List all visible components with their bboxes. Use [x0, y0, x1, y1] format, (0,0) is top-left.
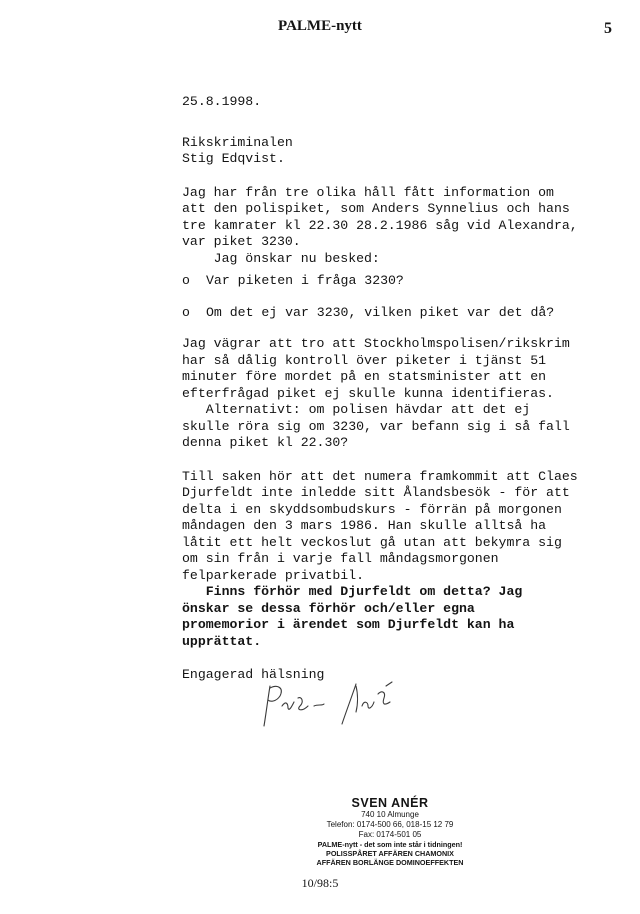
paragraph-line: tre kamrater kl 22.30 28.2.1986 såg vid Alexandra,: [182, 217, 578, 233]
recipient-line: Stig Edqvist.: [182, 151, 285, 166]
paragraph-line: måndagen den 3 mars 1986. Han skulle alltså ha: [182, 518, 547, 533]
page-number: 5: [604, 20, 612, 37]
question-text: Om det ej var 3230, vilken piket var det då?: [206, 305, 555, 320]
bullet-marker: o: [182, 305, 190, 320]
paragraph-line: Djurfeldt inte inledde sitt Ålandsbesök - för att: [182, 485, 570, 500]
sender-fax: Fax: 0174-501 05: [358, 830, 422, 839]
handwritten-signature: [258, 676, 428, 737]
paragraph-line: låtit ett helt veckoslut gå utan att bekymra sig: [182, 534, 562, 550]
closing-line: Engagerad hälsning: [182, 667, 325, 682]
paragraph-line: Till saken hör att det numera framkommit att Claes: [182, 468, 578, 484]
paragraph-line: denna piket kl 22.30?: [182, 435, 349, 450]
paragraph-line: Jag har från tre olika håll fått information om: [182, 184, 554, 200]
recipient-line: Rikskriminalen: [182, 134, 293, 150]
sender-phone: Telefon: 0174-500 66, 018-15 12 79: [326, 820, 454, 829]
paragraph-line: om sin från i varje fall måndagsmorgonen: [182, 551, 499, 566]
paragraph-line: Jag önskar nu besked:: [182, 250, 380, 266]
bullet-marker: o: [182, 273, 190, 288]
bold-request-line: upprättat.: [182, 633, 262, 649]
question-text: Var piketen i fråga 3230?: [206, 273, 404, 288]
paragraph-line: skulle röra sig om 3230, var befann sig i så fall: [182, 418, 570, 434]
sender-block: [300, 796, 480, 867]
paragraph-line: att den polispiket, som Anders Synnelius och hans: [182, 201, 570, 216]
question-item: [182, 273, 404, 290]
paragraph-line: minuter före mordet på en statsminister att en: [182, 369, 547, 384]
paragraph-line: har så dålig kontroll över piketer i tjänst 51: [182, 352, 547, 368]
letter-body: [182, 94, 602, 267]
issue-code: 10/98:5: [301, 876, 339, 890]
paragraph-line: delta i en skyddsombudskurs - förrän på morgonen: [182, 501, 562, 517]
paragraph-line: Alternativt: om polisen hävdar att det ej: [182, 402, 531, 417]
sender-tagline: AFFÄREN BORLÄNGE DOMINOEFFEKTEN: [316, 858, 464, 867]
paragraph-line: var piket 3230.: [182, 234, 301, 249]
letter-date: 25.8.1998.: [182, 94, 262, 109]
paragraph-line: Jag vägrar att tro att Stockholmspolisen/rikskrim: [182, 336, 570, 351]
sender-address: 740 10 Almunge: [361, 810, 419, 819]
question-item: [182, 305, 554, 322]
newsletter-title: PALME-nytt: [278, 18, 362, 34]
bold-request-line: Finns förhör med Djurfeldt om detta? Jag: [182, 584, 523, 599]
letter-body-continued: [182, 336, 602, 684]
sender-tagline: PALME-nytt - det som inte står i tidningen!: [317, 840, 463, 849]
sender-name: SVEN ANÉR: [351, 796, 429, 810]
sender-tagline: POLISSPÅRET AFFÄREN CHAMONIX: [326, 849, 454, 858]
bold-request-line: önskar se dessa förhör och/eller egna: [182, 600, 475, 616]
bold-request-line: promemorior i ärendet som Djurfeldt kan ha: [182, 617, 515, 632]
paragraph-line: felparkerade privatbil.: [182, 567, 365, 583]
paragraph-line: efterfrågad piket ej skulle kunna identifieras.: [182, 385, 554, 401]
